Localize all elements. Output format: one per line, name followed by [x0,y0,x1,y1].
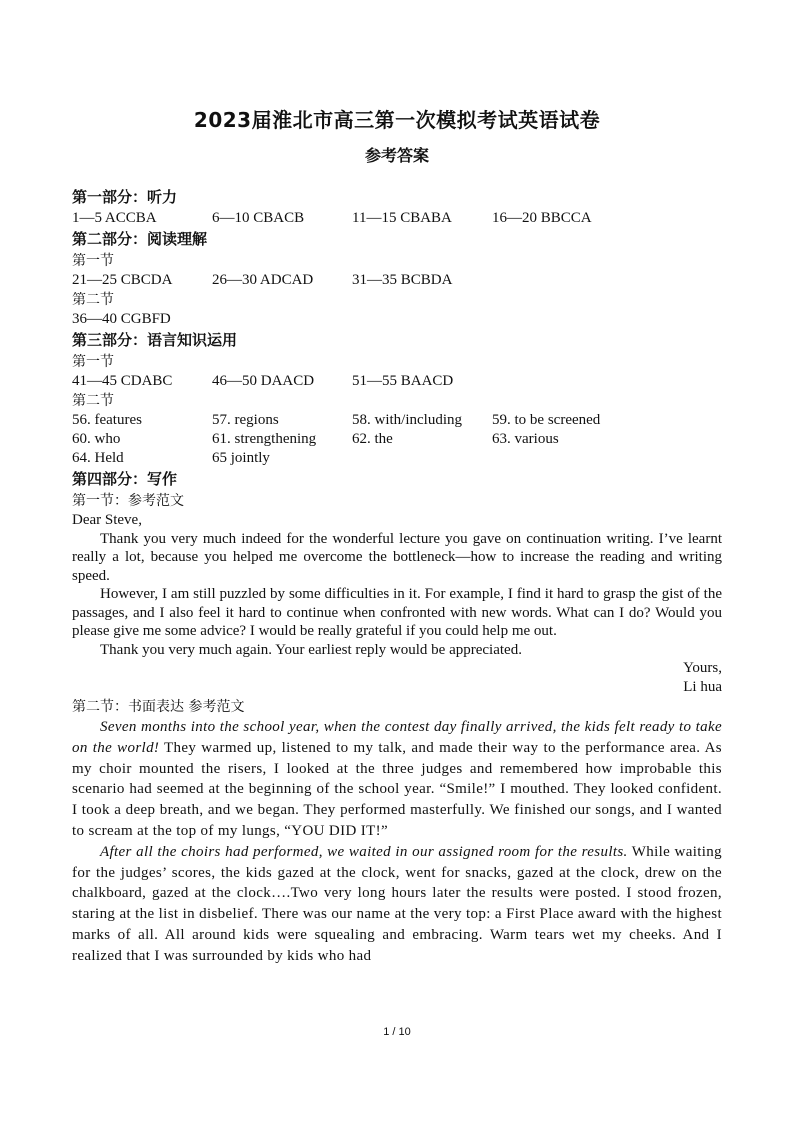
answer-cell: 21—25 CBCDA [72,272,173,288]
answer-cell: 36—40 CGBFD [72,311,171,327]
essay-paragraph [72,842,722,967]
answer-row [72,310,722,329]
section-label: 第一节：参考范文 [72,493,184,509]
answer-cell: 63. various [492,431,559,447]
section-label: 第一节 [72,354,114,370]
sample-letter [72,511,722,697]
essay-italic-opening: After all the choirs had performed, we waited in our assigned room for the results. [100,843,628,860]
letter-paragraph: Thank you very much again. Your earliest reply would be appreciated. [100,641,522,658]
answer-row [72,411,722,430]
answer-cell: 64. Held [72,450,124,466]
essay-text: They warmed up, listened to my talk, and made their way to the performance area. As my choir mounted the risers, I looked at the three judges and remembered how improbable this scenario had seemed at the beginning of the school year. “Smile!” I mouthed. They looked confident. I took a deep breath, and we began. They performed masterfully. We finished our songs, and I wanted to scream at the top of my lungs, “YOU DID IT!” [72,739,722,839]
answer-cell: 11—15 CBABA [352,210,452,226]
answer-cell: 56. features [72,412,142,428]
answer-cell: 46—50 DAACD [212,373,315,389]
answer-cell: 6—10 CBACB [212,210,305,226]
letter-salutation: Dear Steve, [72,512,142,528]
section-label: 第二节 [72,393,114,409]
answer-cell: 61. strengthening [212,431,317,447]
section-label: 第一节 [72,253,114,269]
section-label: 第二节 [72,292,114,308]
part3-heading: 第三部分：语言知识运用 [72,331,238,349]
answer-row [72,271,722,290]
letter-paragraph: However, I am still puzzled by some difficulties in it. For example, I find it hard to grasp the gist of the passages, and I also feel it hard to continue when confronted with new words. What can I do? Would you please give me some advice? I would be really grateful if you could help me out. [72,586,722,639]
essay-italic-opening: Seven months into the school year, when the contest day finally arrived, the kids felt ready to take on the world! [72,719,722,756]
sample-essay [72,717,722,967]
letter-signature: Li hua [683,679,722,695]
answer-cell: 59. to be screened [492,412,601,428]
letter-paragraph: Thank you very much indeed for the wonderful lecture you gave on continuation writing. I’ve learnt really a lot, because you helped me overcome the bottleneck—how to increase the reading and writing speed. [72,530,722,584]
page-number: 1 / 10 [383,1026,411,1038]
answer-cell: 58. with/including [352,412,462,428]
answer-row [72,430,722,449]
letter-closing: Yours, [683,660,722,676]
answer-cell: 57. regions [212,412,279,428]
answer-cell: 41—45 CDABC [72,373,173,389]
essay-paragraph [72,717,722,842]
part1-heading: 第一部分：听力 [72,188,178,206]
answer-content [72,186,722,967]
answer-row [72,372,722,391]
answer-cell: 60. who [72,431,121,447]
answer-cell: 62. the [352,431,393,447]
part2-heading: 第二部分：阅读理解 [72,230,208,248]
section-label: 第二节：书面表达 参考范文 [72,699,245,715]
page-title: 2023届淮北市高三第一次模拟考试英语试卷 [193,108,601,132]
answer-cell: 16—20 BBCCA [492,210,592,226]
answer-row [72,449,722,468]
answer-cell: 26—30 ADCAD [212,272,314,288]
answer-cell: 51—55 BAACD [352,373,454,389]
page-subtitle: 参考答案 [364,146,429,165]
essay-text: While waiting for the judges’ scores, the kids gazed at the clock, went for snacks, gazed at the clock, drew on the chalkboard, gazed at the clock….Two very long hours later the results were posted. I stood frozen, staring at the list in disbelief. There was our name at the very top: a First Place award with the highest marks of all. All around kids were squealing and embracing. Warm tears wet my cheeks. And I realized that I was surrounded by kids who had [72,843,723,964]
part4-heading: 第四部分：写作 [72,470,178,488]
answer-row [72,209,722,228]
answer-cell: 1—5 ACCBA [72,210,157,226]
answer-cell: 65 jointly [212,450,270,466]
answer-cell: 31—35 BCBDA [352,272,453,288]
